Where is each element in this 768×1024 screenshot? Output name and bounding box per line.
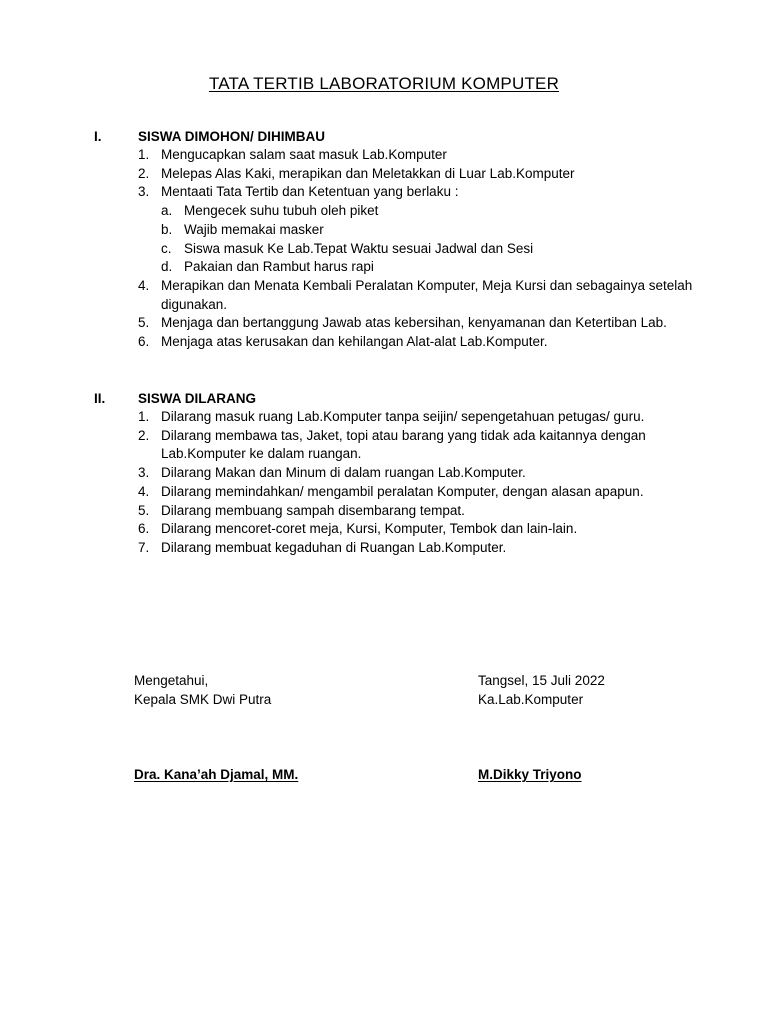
sub-item-text: Mengecek suhu tubuh oleh piket [184,203,379,219]
item-number: 4. [138,483,150,499]
signer-position: Ka.Lab.Komputer [478,692,584,707]
sub-list-item [161,202,714,221]
sub-item-letter: d. [161,259,173,275]
sub-item-text: Siswa masuk Ke Lab.Tepat Waktu sesuai Jadwal dan Sesi [184,240,534,256]
signer-name-left: Dra. Kana’ah Djamal, MM. [134,767,299,782]
item-number: 4. [138,277,150,293]
item-text: Dilarang masuk ruang Lab.Komputer tanpa seijin/ sepengetahuan petugas/ guru. [161,409,645,424]
item-number: 5. [138,315,150,331]
list-item [138,165,714,184]
rules-list [94,408,714,558]
item-text: Dilarang Makan dan Minum di dalam ruangan Lab.Komputer. [161,465,526,481]
item-number: 7. [138,539,150,555]
sub-item-text: Wajib memakai masker [184,221,324,237]
list-item [138,483,714,502]
item-number: 6. [138,521,150,537]
item-text: Dilarang mencoret-coret meja, Kursi, Komputer, Tembok dan lain-lain. [161,521,578,537]
acknowledgement-label: Mengetahui, [134,673,209,688]
item-number: 1. [138,147,150,162]
sub-item-letter: a. [161,203,173,219]
list-item [138,464,714,483]
item-text: Dilarang membawa tas, Jaket, topi atau barang yang tidak ada kaitannya dengan Lab.Komputer ke dalam ruangan. [161,427,646,462]
sub-list-item [161,221,714,240]
section-siswa-dimohon [94,127,714,352]
item-number: 6. [138,334,150,350]
list-item [138,314,714,333]
item-number: 3. [138,184,150,200]
item-text: Dilarang membuang sampah disembarang tempat. [161,502,465,518]
item-text: Mengucapkan salam saat masuk Lab.Komputer [161,147,447,162]
list-item [138,333,714,352]
item-number: 5. [138,502,150,518]
item-number: 3. [138,465,150,481]
list-item [138,277,714,314]
list-item [138,427,714,464]
item-number: 1. [138,409,150,424]
item-number: 2. [138,427,150,443]
item-text: Menjaga dan bertanggung Jawab atas kebersihan, kenyamanan dan Ketertiban Lab. [161,315,667,331]
section-heading-row [94,389,714,408]
signer-position: Kepala SMK Dwi Putra [134,692,272,707]
sub-item-letter: b. [161,221,173,237]
section-heading: SISWA DILARANG [138,391,256,406]
signer-name-right: M.Dikky Triyono [478,767,582,782]
item-text: Dilarang membuat kegaduhan di Ruangan Lab.Komputer. [161,539,507,555]
sub-item-letter: c. [161,240,172,256]
sub-list-item [161,258,714,277]
list-item [138,539,714,558]
list-item [138,183,714,202]
item-text: Menjaga atas kerusakan dan kehilangan Alat-alat Lab.Komputer. [161,334,548,350]
section-heading-row [94,127,714,146]
item-text: Dilarang memindahkan/ mengambil peralatan Komputer, dengan alasan apapun. [161,483,644,499]
sub-list-item [161,240,714,259]
place-date: Tangsel, 15 Juli 2022 [478,673,605,688]
section-number: II. [94,391,106,406]
item-text: Mentaati Tata Tertib dan Ketentuan yang berlaku : [161,184,459,200]
document-title: TATA TERTIB LABORATORIUM KOMPUTER [208,74,560,93]
section-heading: SISWA DIMOHON/ DIHIMBAU [138,129,325,144]
item-number: 2. [138,165,150,181]
item-text: Melepas Alas Kaki, merapikan dan Meletakkan di Luar Lab.Komputer [161,165,575,181]
sub-item-text: Pakaian dan Rambut harus rapi [184,259,374,275]
list-item [138,146,714,165]
signature-block-left [134,671,271,709]
rules-list [94,146,714,352]
item-text: Merapikan dan Menata Kembali Peralatan Komputer, Meja Kursi dan sebagainya setelah digunakan. [161,277,693,312]
signature-block-right [478,671,605,709]
list-item [138,502,714,521]
list-item [138,408,714,427]
section-siswa-dilarang [94,389,714,558]
list-item [138,520,714,539]
section-number: I. [94,129,102,144]
